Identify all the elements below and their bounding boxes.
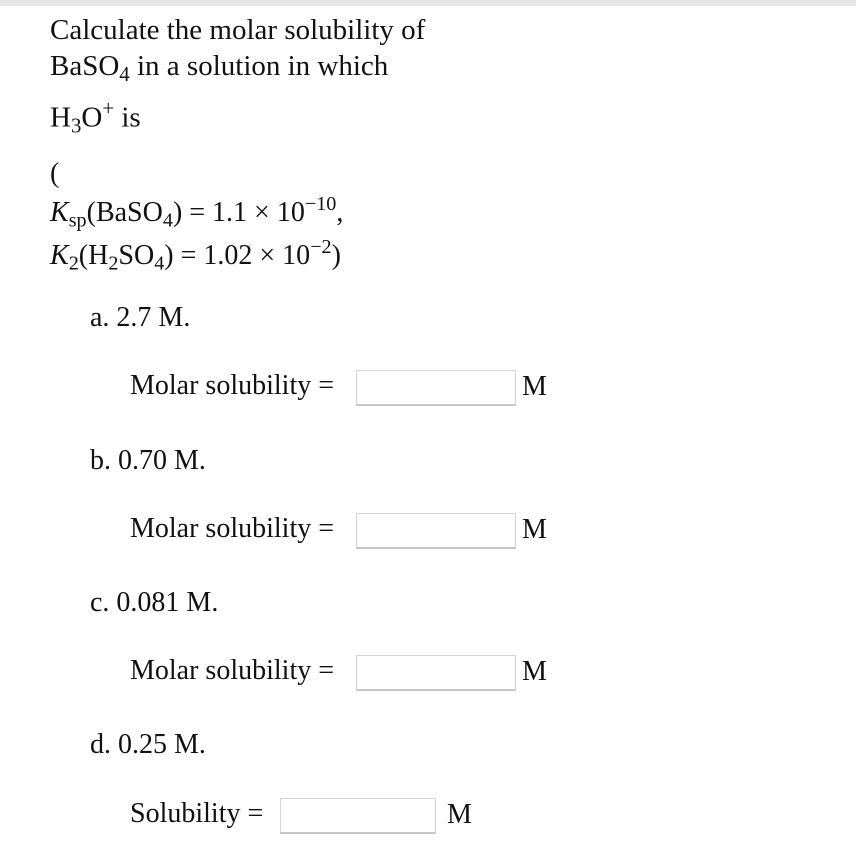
question-line-3 xyxy=(50,90,141,143)
question-line-2 xyxy=(50,48,388,92)
solubility-label-d: Solubility = xyxy=(130,798,264,829)
unit-c: M xyxy=(522,656,547,687)
paren: ) xyxy=(164,240,174,272)
k-symbol: K xyxy=(50,197,69,229)
solubility-input-d[interactable] xyxy=(280,798,436,834)
question-line-1 xyxy=(50,12,425,48)
exponent: −2 xyxy=(310,236,332,258)
unit-b: M xyxy=(522,514,547,545)
subscript: 3 xyxy=(70,113,82,138)
superscript: + xyxy=(102,96,115,120)
compound: SO xyxy=(118,240,155,272)
value: = 1.02 × 10 xyxy=(173,240,311,272)
open-paren xyxy=(50,158,59,190)
question-text: is xyxy=(114,101,141,134)
molar-solubility-label-a: Molar solubility = xyxy=(130,370,335,401)
subscript: 2 xyxy=(108,252,119,275)
compound: (H xyxy=(78,240,109,272)
unit-d: M xyxy=(447,799,472,830)
unit-a: M xyxy=(522,371,547,402)
option-c: c. 0.081 M. xyxy=(90,587,219,618)
comma: , xyxy=(336,197,344,229)
value: = 1.1 × 10 xyxy=(182,197,305,229)
option-d: d. 0.25 M. xyxy=(90,729,206,760)
ksp-expression xyxy=(50,193,343,233)
subscript: sp xyxy=(68,209,87,232)
subscript: 4 xyxy=(154,252,165,275)
molar-solubility-input-b[interactable] xyxy=(356,513,516,549)
option-a: a. 2.7 M. xyxy=(90,302,191,333)
paren: ) xyxy=(172,197,183,229)
molar-solubility-input-c[interactable] xyxy=(356,655,516,691)
paren: ( xyxy=(50,158,60,189)
exponent: −10 xyxy=(304,193,337,215)
formula-h3o: H xyxy=(50,101,71,134)
formula-h3o-o: O xyxy=(81,101,103,134)
molar-solubility-input-a[interactable] xyxy=(356,370,516,406)
molar-solubility-label-c: Molar solubility = xyxy=(130,655,335,686)
formula-baso4: BaSO xyxy=(50,50,120,82)
k2-expression xyxy=(50,236,341,276)
subscript: 2 xyxy=(68,252,79,275)
question-text: Calculate the molar solubility of xyxy=(50,14,426,46)
top-border xyxy=(0,0,856,6)
paren: ) xyxy=(331,240,341,272)
compound: (BaSO xyxy=(86,197,163,229)
k-symbol: K xyxy=(50,240,69,272)
question-text: in a solution in which xyxy=(129,50,389,82)
subscript: 4 xyxy=(119,61,130,86)
molar-solubility-label-b: Molar solubility = xyxy=(130,513,335,544)
option-b: b. 0.70 M. xyxy=(90,445,206,476)
subscript: 4 xyxy=(162,209,173,232)
